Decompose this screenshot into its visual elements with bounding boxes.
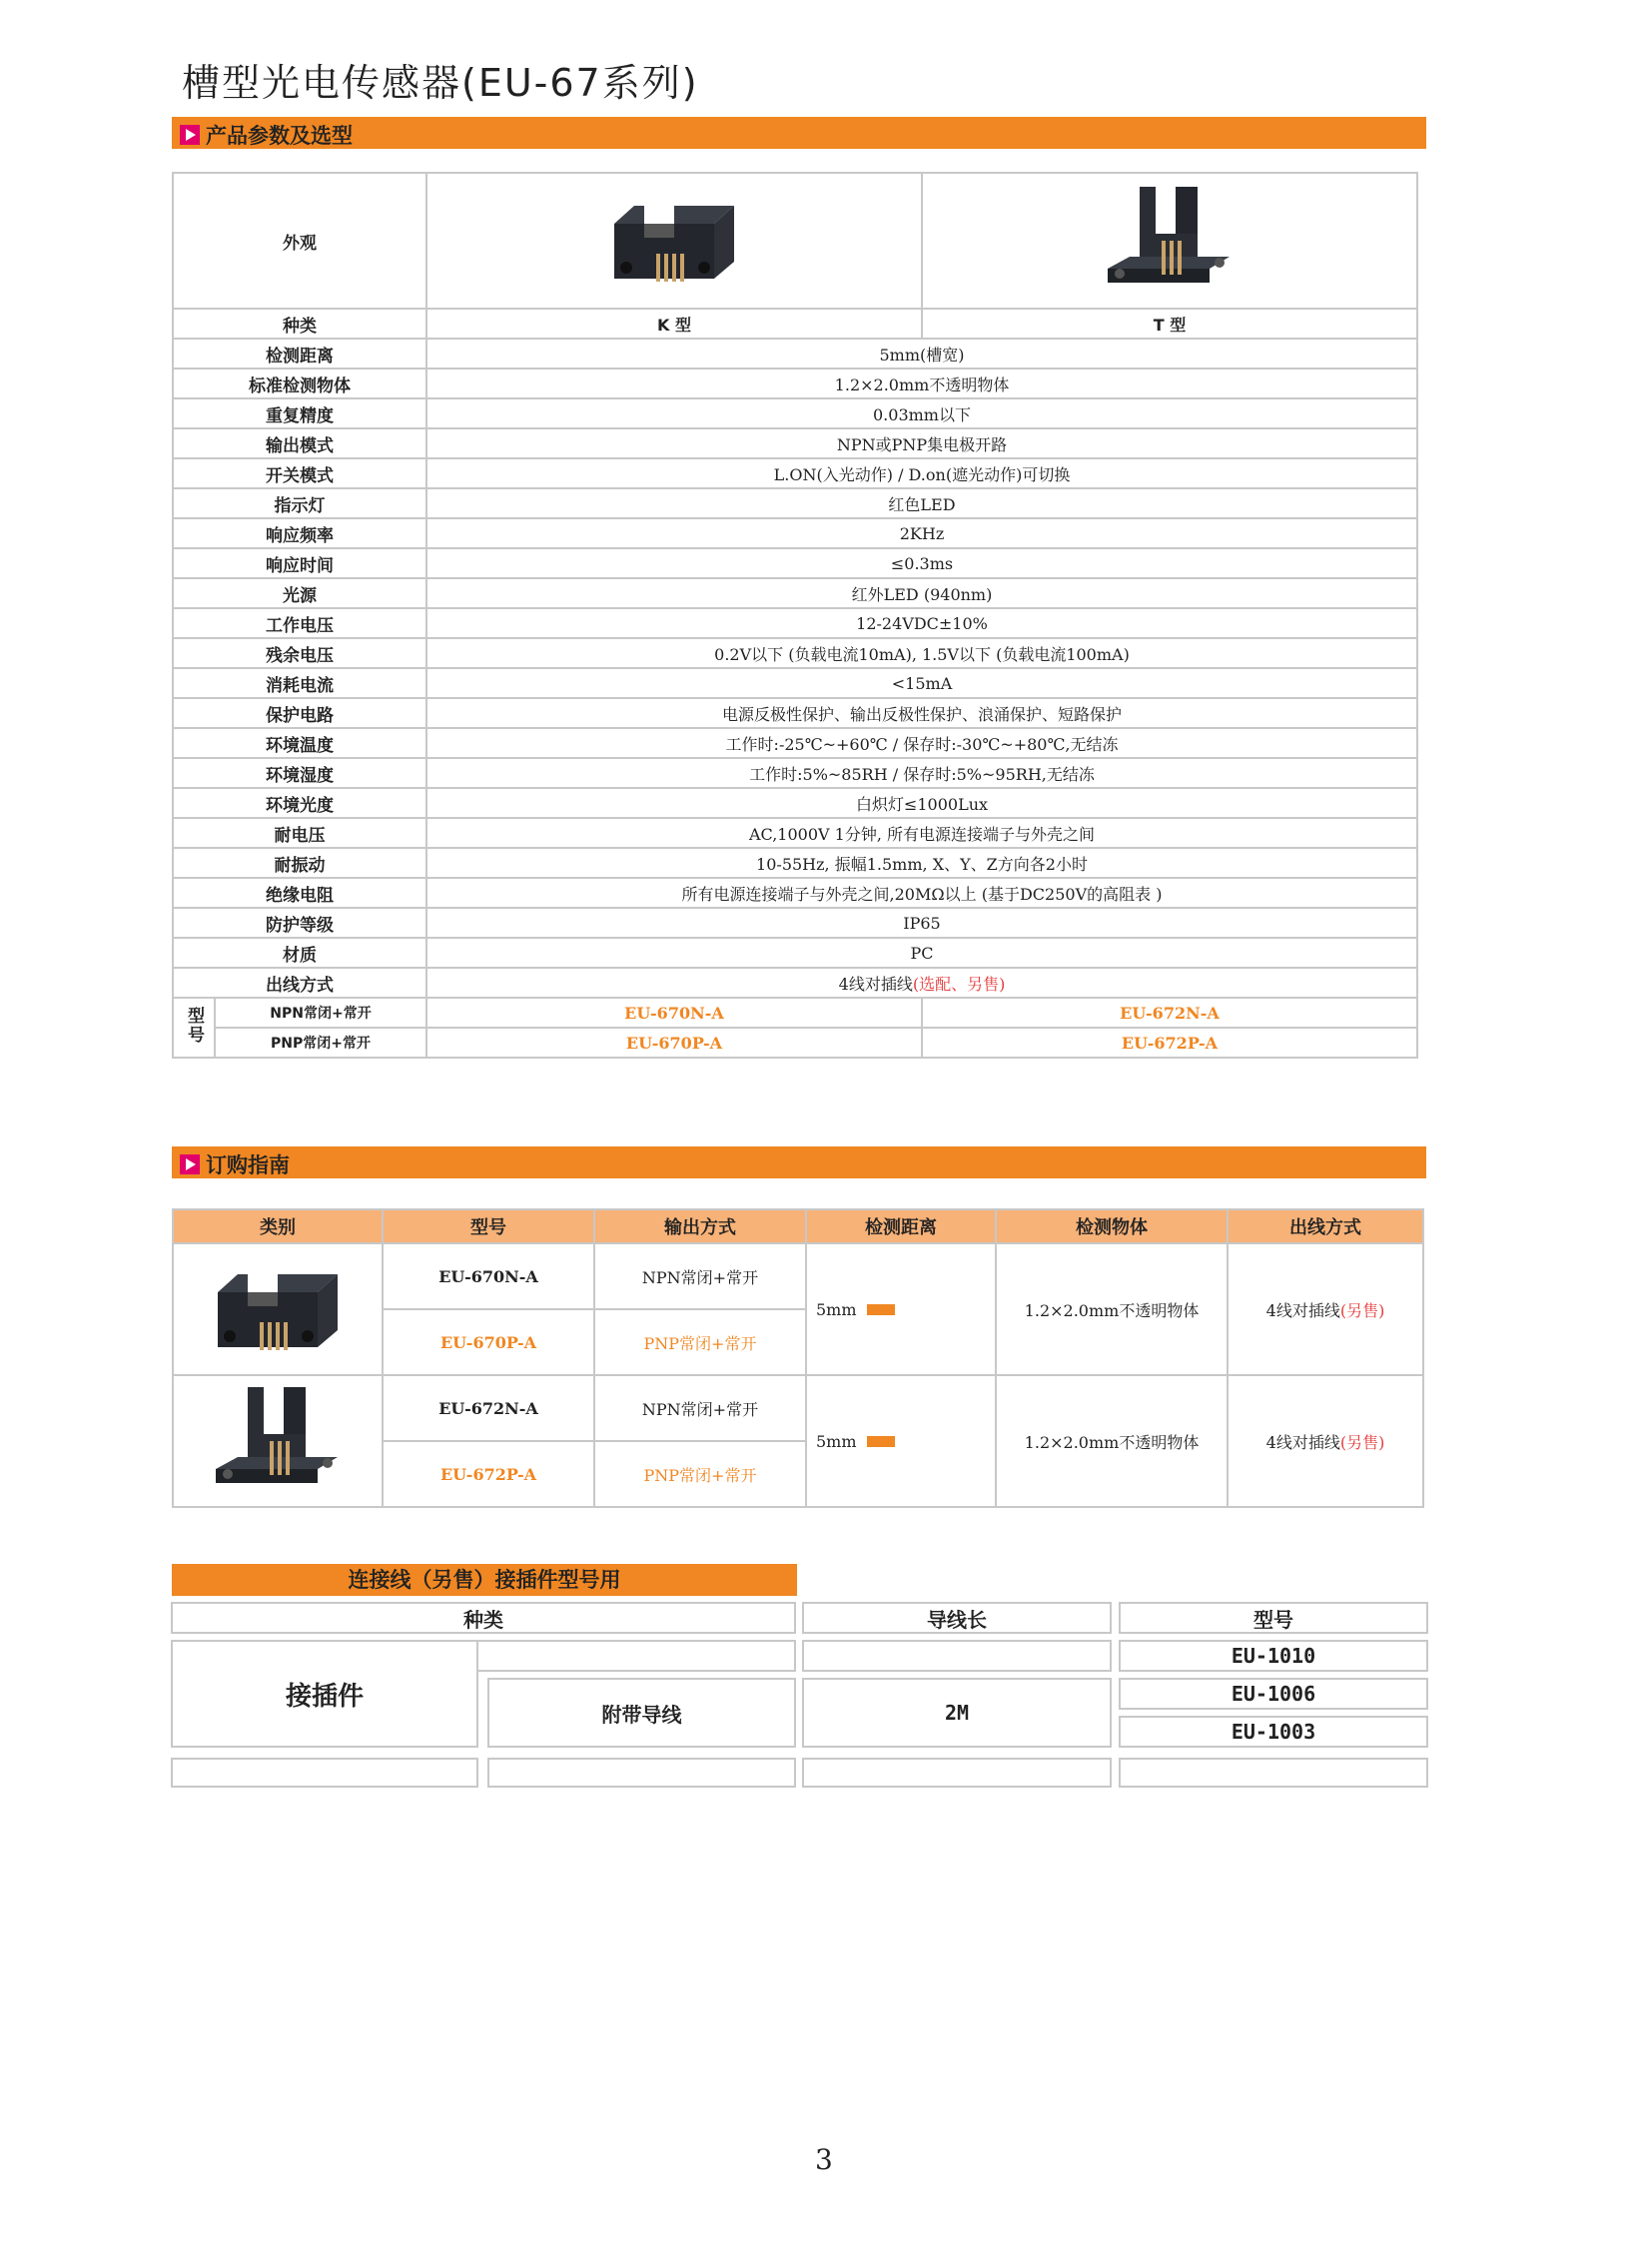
spec-key: 响应时间	[173, 548, 426, 578]
order-output: NPN常闭+常开	[594, 1243, 806, 1309]
spec-key: 标准检测物体	[173, 369, 426, 398]
model-pnp-k: EU-670P-A	[426, 1028, 922, 1058]
appearance-label: 外观	[173, 173, 426, 309]
spec-key: 保护电路	[173, 698, 426, 728]
order-object: 1.2×2.0mm不透明物体	[996, 1375, 1228, 1507]
spec-key: 耐振动	[173, 848, 426, 878]
spec-value: 2KHz	[426, 518, 1417, 548]
order-wiring: 4线对插线(另售)	[1228, 1243, 1423, 1375]
spec-key: 开关模式	[173, 458, 426, 488]
model-npn-t: EU-672N-A	[922, 998, 1417, 1028]
model-label: 型号	[173, 998, 215, 1058]
connector-kind: 接插件	[171, 1640, 478, 1748]
npn-label: NPN常闭+常开	[215, 998, 426, 1028]
connector-empty-cell	[802, 1758, 1112, 1788]
order-table	[172, 1208, 1424, 1508]
spec-value: 工作时:-25℃~+60℃ / 保存时:-30℃~+80℃,无结冻	[426, 728, 1417, 758]
t-type-sensor-icon	[198, 1379, 358, 1499]
page-title: 槽型光电传感器(EU-67系列)	[182, 61, 699, 105]
wiring-note: (选配、另售)	[912, 974, 1006, 994]
connector-header-length: 导线长	[802, 1602, 1112, 1634]
connector-empty-cell	[802, 1640, 1112, 1672]
kind-t: T 型	[922, 309, 1417, 339]
section-header-params: 产品参数及选型	[172, 117, 1426, 149]
spec-key: 绝缘电阻	[173, 878, 426, 908]
connector-length: 2M	[802, 1678, 1112, 1748]
spec-value: ≤0.3ms	[426, 548, 1417, 578]
wiring-label: 出线方式	[173, 968, 426, 998]
spec-value: 10-55Hz, 振幅1.5mm, X、Y、Z方向各2小时	[426, 848, 1417, 878]
connector-empty-cell	[171, 1758, 478, 1788]
k-type-sensor-icon	[198, 1252, 358, 1362]
spec-value: 红外LED (940nm)	[426, 578, 1417, 608]
order-distance: 5mm	[806, 1243, 996, 1375]
order-output: PNP常闭+常开	[594, 1309, 806, 1375]
spec-key: 环境湿度	[173, 758, 426, 788]
spec-value: 工作时:5%~85RH / 保存时:5%~95RH,无结冻	[426, 758, 1417, 788]
spec-value: AC,1000V 1分钟, 所有电源连接端子与外壳之间	[426, 818, 1417, 848]
spec-value: 0.03mm以下	[426, 398, 1417, 428]
spec-key: 检测距离	[173, 339, 426, 369]
spec-table	[172, 172, 1418, 1059]
connector-empty-cell	[1119, 1758, 1428, 1788]
spec-key: 指示灯	[173, 488, 426, 518]
order-image-t	[173, 1375, 383, 1507]
spec-value: PC	[426, 938, 1417, 968]
connector-title: 连接线（另售）接插件型号用	[172, 1564, 797, 1596]
kind-label: 种类	[173, 309, 426, 339]
connector-model: EU-1006	[1119, 1678, 1428, 1710]
connector-header-kind: 种类	[171, 1602, 796, 1634]
order-image-k	[173, 1243, 383, 1375]
t-type-sensor-icon	[1100, 179, 1239, 299]
connector-sub: 附带导线	[487, 1678, 796, 1748]
wiring-value: 4线对插线(选配、另售)	[426, 968, 1417, 998]
order-header: 检测物体	[996, 1209, 1228, 1243]
spec-key: 防护等级	[173, 908, 426, 938]
k-type-sensor-icon	[604, 184, 744, 294]
play-arrow-icon	[180, 1154, 200, 1174]
spec-key: 材质	[173, 938, 426, 968]
pnp-label: PNP常闭+常开	[215, 1028, 426, 1058]
order-header: 型号	[383, 1209, 594, 1243]
spec-value: 0.2V以下 (负载电流10mA), 1.5V以下 (负载电流100mA)	[426, 638, 1417, 668]
spec-key: 输出模式	[173, 428, 426, 458]
spec-value: 1.2×2.0mm不透明物体	[426, 369, 1417, 398]
order-model: EU-672P-A	[383, 1441, 594, 1507]
spec-key: 耐电压	[173, 818, 426, 848]
distance-marker-icon	[867, 1436, 895, 1447]
spec-value: NPN或PNP集电极开路	[426, 428, 1417, 458]
k-type-image	[426, 173, 922, 309]
spec-key: 消耗电流	[173, 668, 426, 698]
spec-value: 5mm(槽宽)	[426, 339, 1417, 369]
order-model: EU-672N-A	[383, 1375, 594, 1441]
spec-value: 电源反极性保护、输出反极性保护、浪涌保护、短路保护	[426, 698, 1417, 728]
spec-value: IP65	[426, 908, 1417, 938]
order-model: EU-670N-A	[383, 1243, 594, 1309]
order-header: 输出方式	[594, 1209, 806, 1243]
play-arrow-icon	[180, 125, 200, 145]
order-output: NPN常闭+常开	[594, 1375, 806, 1441]
kind-k: K 型	[426, 309, 922, 339]
spec-key: 响应频率	[173, 518, 426, 548]
connector-model: EU-1003	[1119, 1716, 1428, 1748]
spec-key: 光源	[173, 578, 426, 608]
spec-value: 红色LED	[426, 488, 1417, 518]
order-header: 类别	[173, 1209, 383, 1243]
t-type-image	[922, 173, 1417, 309]
connector-empty-cell	[487, 1758, 796, 1788]
order-object: 1.2×2.0mm不透明物体	[996, 1243, 1228, 1375]
spec-value: <15mA	[426, 668, 1417, 698]
order-model: EU-670P-A	[383, 1309, 594, 1375]
page-number: 3	[815, 2143, 833, 2176]
spec-value: 12-24VDC±10%	[426, 608, 1417, 638]
spec-key: 残余电压	[173, 638, 426, 668]
connector-header-model: 型号	[1119, 1602, 1428, 1634]
order-wiring: 4线对插线(另售)	[1228, 1375, 1423, 1507]
connector-model: EU-1010	[1119, 1640, 1428, 1672]
spec-key: 重复精度	[173, 398, 426, 428]
order-header: 出线方式	[1228, 1209, 1423, 1243]
spec-value: 白炽灯≤1000Lux	[426, 788, 1417, 818]
model-npn-k: EU-670N-A	[426, 998, 922, 1028]
model-pnp-t: EU-672P-A	[922, 1028, 1417, 1058]
spec-key: 工作电压	[173, 608, 426, 638]
connector-empty-cell	[478, 1640, 796, 1672]
spec-key: 环境温度	[173, 728, 426, 758]
spec-key: 环境光度	[173, 788, 426, 818]
order-header: 检测距离	[806, 1209, 996, 1243]
order-output: PNP常闭+常开	[594, 1441, 806, 1507]
distance-marker-icon	[867, 1304, 895, 1315]
order-distance: 5mm	[806, 1375, 996, 1507]
section-header-order: 订购指南	[172, 1146, 1426, 1178]
spec-value: L.ON(入光动作) / D.on(遮光动作)可切换	[426, 458, 1417, 488]
spec-value: 所有电源连接端子与外壳之间,20MΩ以上 (基于DC250V的高阻表 )	[426, 878, 1417, 908]
